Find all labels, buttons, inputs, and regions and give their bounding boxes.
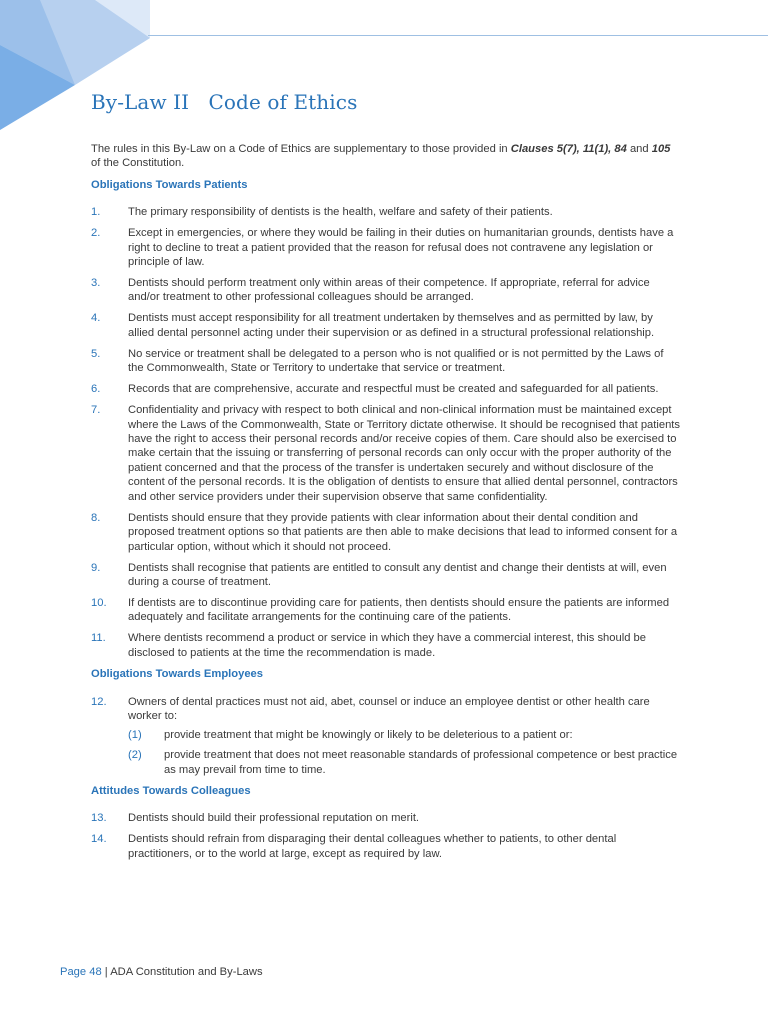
page-title: By-Law II Code of Ethics bbox=[91, 90, 358, 114]
rule-number: 2. bbox=[91, 227, 101, 240]
rule-number: 6. bbox=[91, 383, 101, 396]
sub-rule-number: (2) bbox=[128, 749, 142, 762]
sub-rule-list bbox=[128, 728, 681, 777]
rule-number: 8. bbox=[91, 511, 101, 524]
sub-rule-item bbox=[128, 748, 681, 777]
sub-rule-item bbox=[128, 728, 681, 742]
rule-text: Dentists should refrain from disparaging their dental colleagues whether to patients, to other dental practitioners, or to the world at large, except as required by law. bbox=[128, 833, 617, 860]
sub-rule-text: provide treatment that might be knowingly or likely to be deleterious to a patient or: bbox=[164, 729, 573, 742]
sub-rule-text: provide treatment that does not meet reasonable standards of professional competence or best practice as may prevail from time to time. bbox=[164, 749, 678, 776]
rule-text: The primary responsibility of dentists is the health, welfare and safety of their patients. bbox=[128, 206, 553, 219]
rule-number: 3. bbox=[91, 277, 101, 290]
page-footer bbox=[60, 966, 263, 978]
header-rule bbox=[148, 35, 768, 36]
rule-item bbox=[91, 596, 681, 625]
rule-item bbox=[91, 631, 681, 660]
rule-item bbox=[91, 276, 681, 305]
rule-item bbox=[91, 511, 681, 554]
page-number: Page 48 bbox=[60, 966, 102, 978]
corner-decoration bbox=[0, 0, 150, 135]
rule-text: Dentists must accept responsibility for all treatment undertaken by themselves and as permitted by law, by allied dental personnel acting under their supervision or as defined in a structural professional relationship. bbox=[128, 312, 655, 339]
intro-conjunction: and bbox=[626, 143, 652, 155]
rule-item bbox=[91, 811, 681, 825]
rule-number: 10. bbox=[91, 596, 107, 609]
rule-number: 14. bbox=[91, 833, 107, 846]
rule-item bbox=[91, 695, 681, 778]
rule-number: 7. bbox=[91, 404, 101, 417]
rule-number: 9. bbox=[91, 561, 101, 574]
rule-text: Owners of dental practices must not aid, abet, counsel or induce an employee dentist or other health care worker to: bbox=[128, 695, 650, 722]
rule-text: Dentists shall recognise that patients are entitled to consult any dentist and change their dentists at will, even during a course of treatment. bbox=[128, 561, 667, 588]
sub-rule-number: (1) bbox=[128, 729, 142, 742]
intro-paragraph bbox=[91, 142, 681, 171]
rule-list bbox=[91, 695, 681, 778]
section-heading: Obligations Towards Patients bbox=[91, 178, 248, 191]
rule-item bbox=[91, 382, 681, 396]
rule-text: If dentists are to discontinue providing care for patients, then dentists should ensure the patients are informed adequately and facilitate arrangements for the continuing care of the patients. bbox=[128, 596, 670, 624]
rule-number: 12. bbox=[91, 695, 107, 708]
rule-text: Dentists should ensure that they provide patients with clear information about their dental condition and proposed treatment options so that patients are then able to make decisions that lead to informed consent for a particular option, without which it should not proceed. bbox=[128, 511, 678, 553]
rule-item bbox=[91, 347, 681, 376]
rule-number: 1. bbox=[91, 206, 101, 219]
intro-text: The rules in this By-Law on a Code of Ethics are supplementary to those provided in bbox=[91, 143, 511, 155]
rule-text: Where dentists recommend a product or service in which they have a commercial interest, this should be disclosed to patients at the time the recommendation is made. bbox=[128, 632, 646, 659]
rule-text: Except in emergencies, or where they would be failing in their duties on humanitarian grounds, dentists have a right to decline to treat a patient provided that the reason for refusal does not contravene any legislation or principle of law. bbox=[128, 227, 674, 269]
intro-clause-ref: Clauses 5(7), 11(1), 84 bbox=[510, 143, 627, 155]
rule-text: No service or treatment shall be delegated to a person who is not qualified or is not permitted by the Laws of the Commonwealth, State or Territory to undertake that service or treatment. bbox=[128, 347, 664, 375]
rule-item bbox=[91, 226, 681, 269]
rule-number: 11. bbox=[91, 632, 106, 645]
rule-item bbox=[91, 403, 681, 504]
footer-separator: | bbox=[101, 966, 111, 978]
rule-item bbox=[91, 832, 681, 861]
section-heading: Obligations Towards Employees bbox=[91, 668, 263, 681]
section-heading: Attitudes Towards Colleagues bbox=[91, 785, 251, 798]
intro-clause-ref: 105 bbox=[651, 143, 671, 155]
rule-number: 4. bbox=[91, 312, 101, 325]
rule-text: Dentists should perform treatment only within areas of their competence. If appropriate, referral for advice and/or treatment to other professional colleagues should be arranged. bbox=[128, 277, 650, 304]
rule-number: 5. bbox=[91, 347, 101, 360]
rule-item bbox=[91, 205, 681, 219]
rule-list bbox=[91, 205, 681, 660]
rule-list bbox=[91, 811, 681, 861]
document-body bbox=[91, 142, 681, 868]
rule-text: Records that are comprehensive, accurate and respectful must be created and safeguarded for all patients. bbox=[128, 383, 659, 396]
rule-text: Dentists should build their professional reputation on merit. bbox=[128, 812, 420, 825]
rule-text: Confidentiality and privacy with respect to both clinical and non-clinical information must be maintained except where the Laws of the Commonwealth, State or Territory dictate otherwise. It should be recognised that patients have the right to access their personal records and/or receive copies of them. Care should also be exercised to make certain that the issuing or transferring of personal records can only occur with the proper authority of the patient concerned and that the process of the transfer is undertaken securely and without disclosure of the content of the personal records. It is the obligation of dentists to ensure that allied dental personnel, contractors and other service providers under their supervision observe that same confidentiality. bbox=[128, 404, 681, 503]
intro-text-end: of the Constitution. bbox=[91, 157, 185, 170]
rule-item bbox=[91, 311, 681, 340]
rule-number: 13. bbox=[91, 812, 107, 825]
document-name: ADA Constitution and By-Laws bbox=[110, 966, 263, 978]
rule-item bbox=[91, 561, 681, 590]
